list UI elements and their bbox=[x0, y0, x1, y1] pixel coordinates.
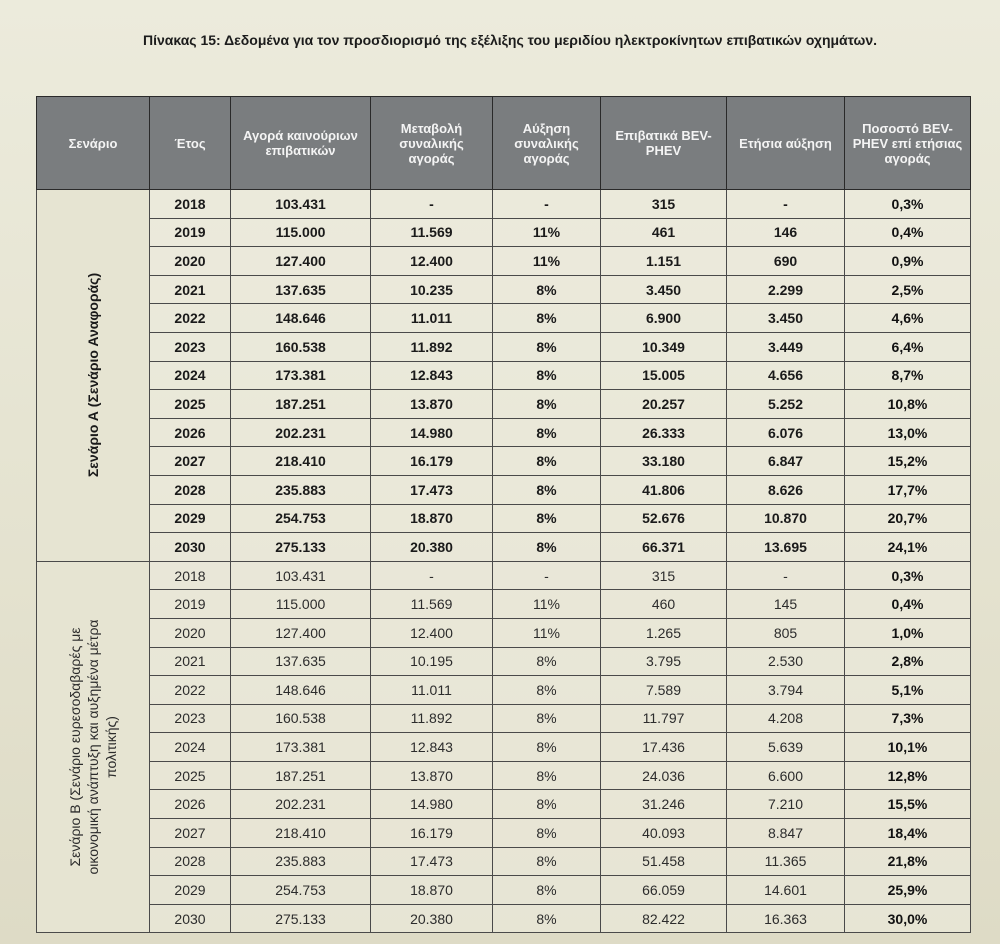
cell-change: 14.980 bbox=[371, 790, 493, 819]
table-row bbox=[37, 190, 971, 219]
cell-bev-phev: 1.265 bbox=[601, 618, 727, 647]
cell-bev-phev: 15.005 bbox=[601, 361, 727, 390]
cell-share: 25,9% bbox=[845, 876, 971, 905]
table-row bbox=[37, 304, 971, 333]
table-row bbox=[37, 618, 971, 647]
cell-year: 2025 bbox=[150, 390, 231, 419]
cell-growth: 8% bbox=[493, 390, 601, 419]
cell-bev-phev: 17.436 bbox=[601, 733, 727, 762]
table-row bbox=[37, 447, 971, 476]
table-row bbox=[37, 790, 971, 819]
cell-year: 2029 bbox=[150, 504, 231, 533]
cell-share: 0,3% bbox=[845, 190, 971, 219]
cell-change: 16.179 bbox=[371, 819, 493, 848]
table-row bbox=[37, 275, 971, 304]
header-scenario: Σενάριο bbox=[37, 97, 150, 190]
cell-bev-phev: 11.797 bbox=[601, 704, 727, 733]
cell-bev-phev: 460 bbox=[601, 590, 727, 619]
header-bev-phev: Επιβατικά BEV-PHEV bbox=[601, 97, 727, 190]
cell-share: 17,7% bbox=[845, 475, 971, 504]
cell-year: 2030 bbox=[150, 533, 231, 562]
cell-year: 2028 bbox=[150, 475, 231, 504]
scenario-a-rows bbox=[37, 190, 971, 562]
cell-year: 2022 bbox=[150, 676, 231, 705]
cell-change: - bbox=[371, 561, 493, 590]
cell-market: 218.410 bbox=[231, 819, 371, 848]
cell-annual-increase: 4.208 bbox=[727, 704, 845, 733]
cell-growth: 8% bbox=[493, 790, 601, 819]
cell-change: 12.400 bbox=[371, 247, 493, 276]
cell-market: 235.883 bbox=[231, 475, 371, 504]
cell-market: 202.231 bbox=[231, 790, 371, 819]
cell-bev-phev: 1.151 bbox=[601, 247, 727, 276]
cell-growth: 8% bbox=[493, 533, 601, 562]
cell-growth: 11% bbox=[493, 590, 601, 619]
cell-market: 202.231 bbox=[231, 418, 371, 447]
table-row bbox=[37, 876, 971, 905]
cell-market: 173.381 bbox=[231, 361, 371, 390]
scenario-b-rows bbox=[37, 561, 971, 933]
cell-bev-phev: 41.806 bbox=[601, 475, 727, 504]
cell-year: 2024 bbox=[150, 361, 231, 390]
cell-bev-phev: 20.257 bbox=[601, 390, 727, 419]
cell-market: 148.646 bbox=[231, 676, 371, 705]
cell-year: 2021 bbox=[150, 647, 231, 676]
cell-annual-increase: 145 bbox=[727, 590, 845, 619]
cell-market: 235.883 bbox=[231, 847, 371, 876]
scenario-table bbox=[36, 96, 971, 933]
cell-annual-increase: 14.601 bbox=[727, 876, 845, 905]
cell-market: 160.538 bbox=[231, 704, 371, 733]
cell-annual-increase: 2.299 bbox=[727, 275, 845, 304]
table-row bbox=[37, 390, 971, 419]
cell-market: 173.381 bbox=[231, 733, 371, 762]
cell-change: 14.980 bbox=[371, 418, 493, 447]
cell-share: 0,4% bbox=[845, 590, 971, 619]
cell-change: 12.400 bbox=[371, 618, 493, 647]
cell-annual-increase: 146 bbox=[727, 218, 845, 247]
cell-year: 2018 bbox=[150, 561, 231, 590]
cell-year: 2019 bbox=[150, 218, 231, 247]
table-row bbox=[37, 590, 971, 619]
cell-share: 0,4% bbox=[845, 218, 971, 247]
cell-year: 2019 bbox=[150, 590, 231, 619]
cell-year: 2020 bbox=[150, 247, 231, 276]
scenario-a-label: Σενάριο Α (Σενάριο Αναφοράς) bbox=[37, 190, 150, 562]
cell-growth: 8% bbox=[493, 733, 601, 762]
cell-bev-phev: 3.795 bbox=[601, 647, 727, 676]
scenario-label-line: πολιτικής) bbox=[103, 716, 119, 779]
table-row bbox=[37, 332, 971, 361]
cell-annual-increase: 11.365 bbox=[727, 847, 845, 876]
cell-change: 20.380 bbox=[371, 904, 493, 933]
cell-bev-phev: 40.093 bbox=[601, 819, 727, 848]
table-row bbox=[37, 647, 971, 676]
cell-market: 137.635 bbox=[231, 647, 371, 676]
cell-market: 254.753 bbox=[231, 876, 371, 905]
cell-year: 2029 bbox=[150, 876, 231, 905]
cell-change: - bbox=[371, 190, 493, 219]
cell-share: 20,7% bbox=[845, 504, 971, 533]
cell-share: 2,8% bbox=[845, 647, 971, 676]
cell-share: 10,8% bbox=[845, 390, 971, 419]
table-row bbox=[37, 533, 971, 562]
cell-share: 6,4% bbox=[845, 332, 971, 361]
table-row bbox=[37, 704, 971, 733]
cell-change: 18.870 bbox=[371, 876, 493, 905]
table-row bbox=[37, 561, 971, 590]
cell-year: 2023 bbox=[150, 332, 231, 361]
table-title: Πίνακας 15: Δεδομένα για τον προσδιορισμό της εξέλιξης του μεριδίου ηλεκτροκίνητων επιβατικών οχημάτων. bbox=[142, 32, 878, 48]
cell-market: 127.400 bbox=[231, 247, 371, 276]
cell-bev-phev: 66.371 bbox=[601, 533, 727, 562]
cell-market: 187.251 bbox=[231, 390, 371, 419]
cell-annual-increase: - bbox=[727, 561, 845, 590]
cell-share: 8,7% bbox=[845, 361, 971, 390]
cell-market: 275.133 bbox=[231, 533, 371, 562]
cell-share: 21,8% bbox=[845, 847, 971, 876]
cell-annual-increase: 5.639 bbox=[727, 733, 845, 762]
header-row bbox=[37, 97, 971, 190]
scenario-label-line: οικονομική ανάπτυξη και αυξημένα μέτρα bbox=[85, 619, 101, 875]
cell-year: 2030 bbox=[150, 904, 231, 933]
cell-change: 16.179 bbox=[371, 447, 493, 476]
cell-growth: 8% bbox=[493, 647, 601, 676]
cell-market: 115.000 bbox=[231, 218, 371, 247]
cell-market: 137.635 bbox=[231, 275, 371, 304]
cell-share: 5,1% bbox=[845, 676, 971, 705]
cell-market: 275.133 bbox=[231, 904, 371, 933]
cell-change: 13.870 bbox=[371, 761, 493, 790]
cell-year: 2023 bbox=[150, 704, 231, 733]
cell-bev-phev: 26.333 bbox=[601, 418, 727, 447]
cell-change: 11.892 bbox=[371, 332, 493, 361]
cell-growth: 8% bbox=[493, 676, 601, 705]
cell-annual-increase: 8.626 bbox=[727, 475, 845, 504]
cell-annual-increase: 4.656 bbox=[727, 361, 845, 390]
cell-change: 20.380 bbox=[371, 533, 493, 562]
cell-annual-increase: 6.076 bbox=[727, 418, 845, 447]
cell-market: 127.400 bbox=[231, 618, 371, 647]
cell-annual-increase: 3.449 bbox=[727, 332, 845, 361]
cell-bev-phev: 24.036 bbox=[601, 761, 727, 790]
cell-bev-phev: 51.458 bbox=[601, 847, 727, 876]
cell-market: 103.431 bbox=[231, 561, 371, 590]
cell-bev-phev: 7.589 bbox=[601, 676, 727, 705]
cell-annual-increase: 10.870 bbox=[727, 504, 845, 533]
cell-annual-increase: 7.210 bbox=[727, 790, 845, 819]
cell-growth: 8% bbox=[493, 275, 601, 304]
cell-share: 12,8% bbox=[845, 761, 971, 790]
header-bev-phev-share: Ποσοστό BEV-PHEV επί ετήσιας αγοράς bbox=[845, 97, 971, 190]
cell-market: 187.251 bbox=[231, 761, 371, 790]
cell-change: 13.870 bbox=[371, 390, 493, 419]
cell-share: 7,3% bbox=[845, 704, 971, 733]
table-row bbox=[37, 761, 971, 790]
cell-change: 11.569 bbox=[371, 590, 493, 619]
cell-annual-increase: 5.252 bbox=[727, 390, 845, 419]
cell-change: 10.195 bbox=[371, 647, 493, 676]
cell-growth: 8% bbox=[493, 904, 601, 933]
cell-year: 2025 bbox=[150, 761, 231, 790]
cell-year: 2022 bbox=[150, 304, 231, 333]
cell-bev-phev: 33.180 bbox=[601, 447, 727, 476]
cell-share: 0,3% bbox=[845, 561, 971, 590]
cell-growth: - bbox=[493, 190, 601, 219]
cell-share: 1,0% bbox=[845, 618, 971, 647]
table-row bbox=[37, 418, 971, 447]
header-year: Έτος bbox=[150, 97, 231, 190]
cell-annual-increase: 2.530 bbox=[727, 647, 845, 676]
cell-growth: 8% bbox=[493, 876, 601, 905]
cell-change: 11.892 bbox=[371, 704, 493, 733]
table-row bbox=[37, 847, 971, 876]
table-row bbox=[37, 475, 971, 504]
cell-year: 2028 bbox=[150, 847, 231, 876]
cell-growth: 11% bbox=[493, 247, 601, 276]
cell-growth: 8% bbox=[493, 418, 601, 447]
cell-share: 30,0% bbox=[845, 904, 971, 933]
cell-growth: 11% bbox=[493, 218, 601, 247]
cell-growth: 8% bbox=[493, 704, 601, 733]
table-row bbox=[37, 247, 971, 276]
cell-annual-increase: 8.847 bbox=[727, 819, 845, 848]
cell-growth: 8% bbox=[493, 475, 601, 504]
cell-change: 11.011 bbox=[371, 304, 493, 333]
cell-change: 18.870 bbox=[371, 504, 493, 533]
table-row bbox=[37, 733, 971, 762]
cell-share: 18,4% bbox=[845, 819, 971, 848]
cell-year: 2026 bbox=[150, 790, 231, 819]
cell-bev-phev: 3.450 bbox=[601, 275, 727, 304]
cell-bev-phev: 461 bbox=[601, 218, 727, 247]
cell-year: 2027 bbox=[150, 447, 231, 476]
cell-share: 2,5% bbox=[845, 275, 971, 304]
scenario-b-label bbox=[37, 561, 150, 933]
table-row bbox=[37, 904, 971, 933]
cell-annual-increase: 3.794 bbox=[727, 676, 845, 705]
cell-year: 2021 bbox=[150, 275, 231, 304]
cell-bev-phev: 31.246 bbox=[601, 790, 727, 819]
cell-annual-increase: 13.695 bbox=[727, 533, 845, 562]
cell-annual-increase: - bbox=[727, 190, 845, 219]
header-market-growth: Αύξηση συναλικής αγοράς bbox=[493, 97, 601, 190]
cell-year: 2020 bbox=[150, 618, 231, 647]
cell-growth: 8% bbox=[493, 304, 601, 333]
cell-annual-increase: 6.600 bbox=[727, 761, 845, 790]
cell-change: 11.011 bbox=[371, 676, 493, 705]
cell-growth: 11% bbox=[493, 618, 601, 647]
cell-growth: 8% bbox=[493, 332, 601, 361]
cell-year: 2018 bbox=[150, 190, 231, 219]
cell-year: 2024 bbox=[150, 733, 231, 762]
table-row bbox=[37, 819, 971, 848]
cell-growth: 8% bbox=[493, 504, 601, 533]
cell-share: 4,6% bbox=[845, 304, 971, 333]
table-row bbox=[37, 504, 971, 533]
cell-share: 15,2% bbox=[845, 447, 971, 476]
cell-annual-increase: 16.363 bbox=[727, 904, 845, 933]
cell-growth: - bbox=[493, 561, 601, 590]
cell-market: 254.753 bbox=[231, 504, 371, 533]
cell-market: 115.000 bbox=[231, 590, 371, 619]
cell-share: 10,1% bbox=[845, 733, 971, 762]
cell-annual-increase: 690 bbox=[727, 247, 845, 276]
cell-share: 15,5% bbox=[845, 790, 971, 819]
cell-growth: 8% bbox=[493, 819, 601, 848]
cell-change: 12.843 bbox=[371, 361, 493, 390]
cell-market: 103.431 bbox=[231, 190, 371, 219]
cell-bev-phev: 82.422 bbox=[601, 904, 727, 933]
cell-growth: 8% bbox=[493, 761, 601, 790]
cell-annual-increase: 805 bbox=[727, 618, 845, 647]
cell-bev-phev: 10.349 bbox=[601, 332, 727, 361]
cell-growth: 8% bbox=[493, 447, 601, 476]
cell-market: 218.410 bbox=[231, 447, 371, 476]
cell-market: 148.646 bbox=[231, 304, 371, 333]
cell-change: 17.473 bbox=[371, 847, 493, 876]
cell-bev-phev: 52.676 bbox=[601, 504, 727, 533]
scenario-label-line: Σενάριο Β (Σενάριο ευρεσοδαβαρές με bbox=[67, 627, 83, 867]
table-row bbox=[37, 361, 971, 390]
header-new-car-market: Αγορά καινούριων επιβατικών bbox=[231, 97, 371, 190]
cell-share: 24,1% bbox=[845, 533, 971, 562]
cell-change: 11.569 bbox=[371, 218, 493, 247]
cell-bev-phev: 315 bbox=[601, 561, 727, 590]
cell-bev-phev: 6.900 bbox=[601, 304, 727, 333]
cell-market: 160.538 bbox=[231, 332, 371, 361]
cell-change: 10.235 bbox=[371, 275, 493, 304]
cell-annual-increase: 3.450 bbox=[727, 304, 845, 333]
cell-change: 17.473 bbox=[371, 475, 493, 504]
header-market-change: Μεταβολή συναλικής αγοράς bbox=[371, 97, 493, 190]
cell-share: 0,9% bbox=[845, 247, 971, 276]
cell-share: 13,0% bbox=[845, 418, 971, 447]
table-row bbox=[37, 676, 971, 705]
cell-bev-phev: 315 bbox=[601, 190, 727, 219]
cell-change: 12.843 bbox=[371, 733, 493, 762]
header-annual-increase: Ετήσια αύξηση bbox=[727, 97, 845, 190]
cell-year: 2026 bbox=[150, 418, 231, 447]
cell-annual-increase: 6.847 bbox=[727, 447, 845, 476]
table-row bbox=[37, 218, 971, 247]
cell-growth: 8% bbox=[493, 361, 601, 390]
cell-year: 2027 bbox=[150, 819, 231, 848]
cell-bev-phev: 66.059 bbox=[601, 876, 727, 905]
cell-growth: 8% bbox=[493, 847, 601, 876]
